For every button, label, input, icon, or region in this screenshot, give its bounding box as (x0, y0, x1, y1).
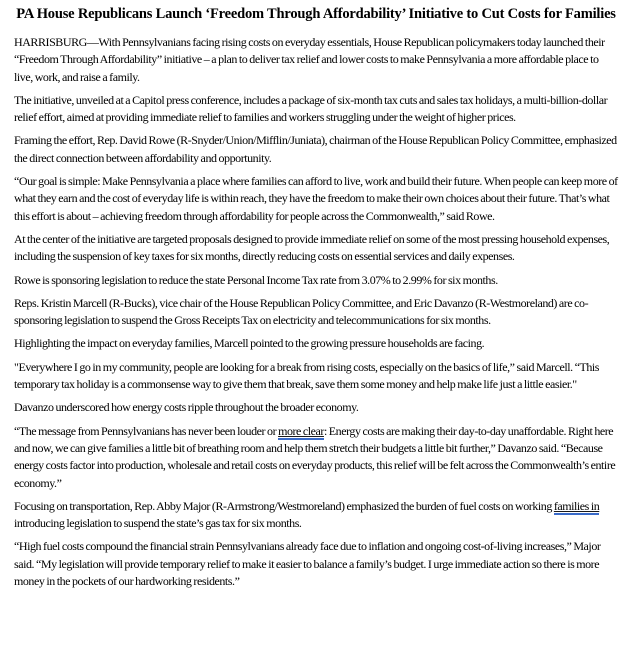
paragraph-gross-receipts: Reps. Kristin Marcell (R-Bucks), vice chair of the House Republican Policy Committee, and Eric Davanzo (R-Westmoreland) are co-sponsoring legislation to suspend the Gross Receipts Tax on electricity and telecommunications for six months. (14, 295, 589, 328)
major-intro-post: introducing legislation to suspend the state’s gas tax for six months. (14, 516, 302, 531)
paragraph-major-intro (14, 498, 618, 533)
major-intro-pre: Focusing on transportation, Rep. Abby Major (R-Armstrong/Westmoreland) emphasized the burden of fuel costs on working (14, 498, 554, 513)
paragraph-marcell-quote: "Everywhere I go in my community, people are looking for a break from rising costs, especially on the basics of life,” said Marcell. “This temporary tax holiday is a commonsense way to give them that break, save them some money and help make life just a little easier." (14, 359, 600, 392)
davanzo-quote-post: : Energy costs are making their day-to-day unaffordable. Right here and now, we can give families a little bit of breathing room and help them stretch their budgets a little bit further,” Davanzo said. “Because energy costs factor into production, wholesale and retail costs on everyday products, this relief will be felt across the Commonwealth’s entire economy.” (14, 423, 616, 490)
paragraph-rowe-quote: “Our goal is simple: Make Pennsylvania a place where families can afford to live, work and build their future. When people can keep more of what they earn and the cost of everyday life is within reach, they have the freedom to make their own choices about their future. That’s what this effort is about – achieving freedom through affordability for people across the Commonwealth,” said Rowe. (14, 174, 618, 223)
grammar-suggestion-more-clear[interactable]: more clear (278, 423, 324, 438)
paragraph-proposals: At the center of the initiative are targeted proposals designed to provide immediate relief on some of the most pressing household expenses, including the suspension of key taxes for six months, directly reducing costs on essential services and daily expenses. (14, 231, 610, 264)
article-title: PA House Republicans Launch ‘Freedom Through Affordability’ Initiative to Cut Costs for Families (16, 6, 616, 22)
paragraph-major-quote: “High fuel costs compound the financial strain Pennsylvanians already face due to inflation and ongoing cost-of-living increases,” Major said. “My legislation will provide temporary relief to make it easier to balance a family’s budget. I urge immediate action so there is more money in the pockets of our hardworking residents.” (14, 539, 601, 589)
paragraph-income-tax: Rowe is sponsoring legislation to reduce the state Personal Income Tax rate from 3.07% to 2.99% for six months. (14, 272, 498, 287)
paragraph-rowe-intro: Framing the effort, Rep. David Rowe (R-Snyder/Union/Mifflin/Juniata), chairman of the House Republican Policy Committee, emphasized the direct connection between affordability and opportunity. (14, 133, 617, 165)
paragraph-marcell-intro: Highlighting the impact on everyday families, Marcell pointed to the growing pressure households are facing. (14, 336, 485, 351)
paragraph-initiative-overview: The initiative, unveiled at a Capitol press conference, includes a package of six-month tax cuts and sales tax holidays, a multi-billion-dollar relief effort, aimed at providing immediate relief to families and workers struggling under the weight of higher prices. (14, 92, 608, 125)
paragraph-lede: HARRISBURG—With Pennsylvanians facing rising costs on everyday essentials, House Republican policymakers today launched their “Freedom Through Affordability” initiative – a plan to deliver tax relief and lower costs to make Pennsylvania a more affordable place to live, work, and raise a family. (14, 35, 605, 84)
grammar-suggestion-families-in[interactable]: families in (553, 498, 600, 513)
paragraph-davanzo-quote (14, 423, 618, 492)
davanzo-quote-pre: “The message from Pennsylvanians has never been louder or (14, 423, 279, 438)
paragraph-davanzo-intro: Davanzo underscored how energy costs ripple throughout the broader economy. (14, 400, 359, 415)
